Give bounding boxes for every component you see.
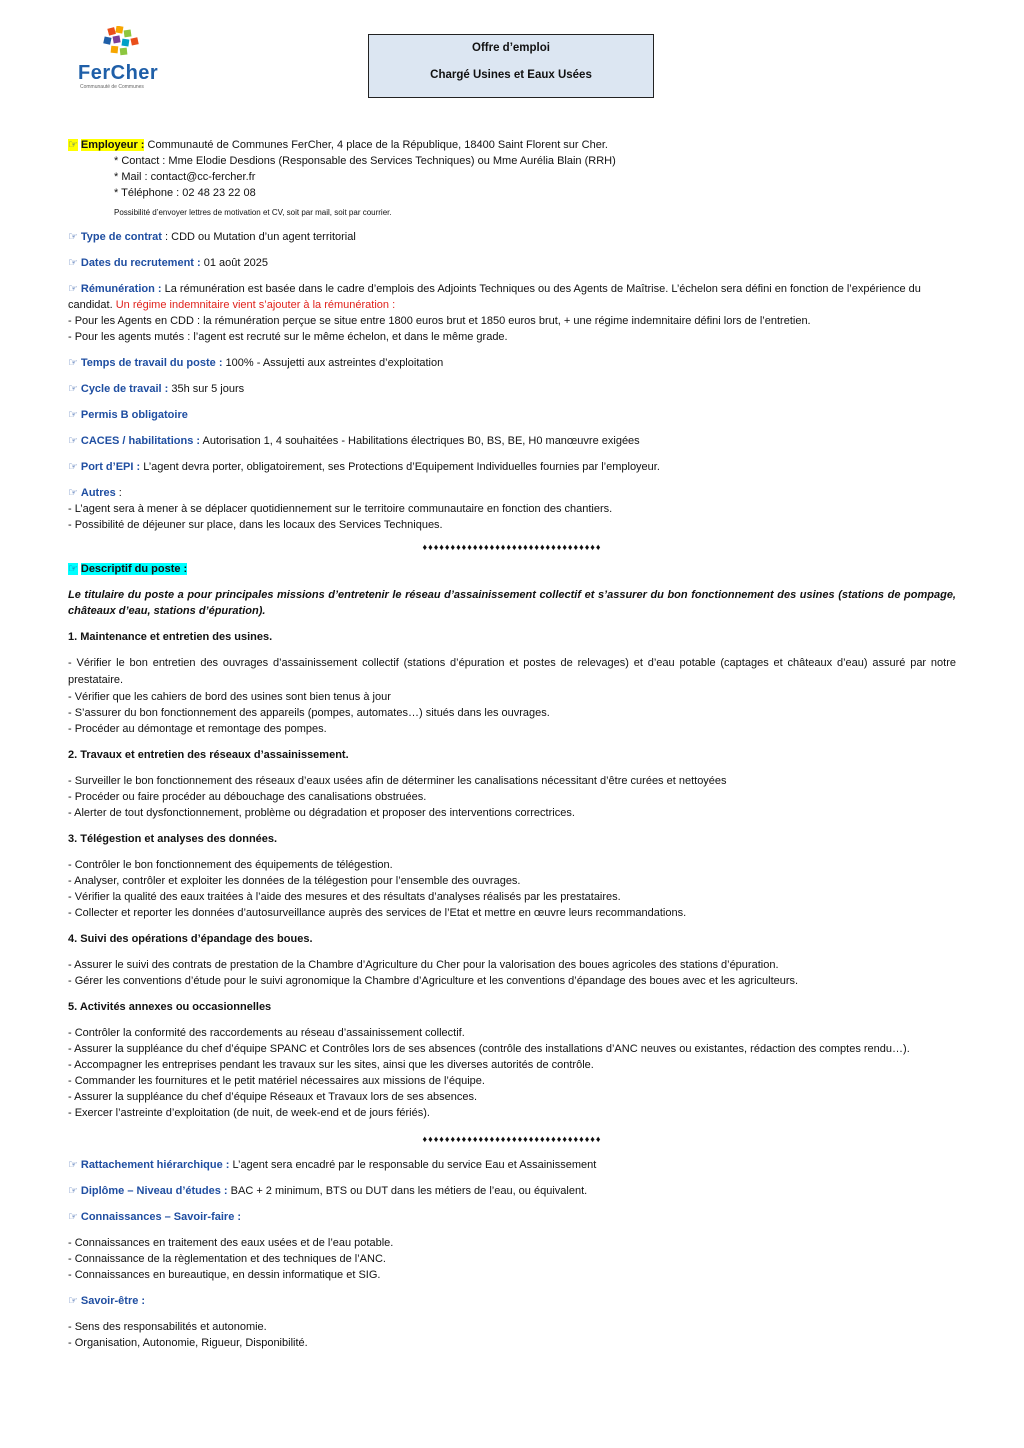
section-heading: 5. Activités annexes ou occasionnelles	[68, 1001, 272, 1013]
diploma-label: Diplôme – Niveau d’études :	[80, 1185, 228, 1197]
employer-line	[68, 137, 956, 153]
list-item: - Exercer l’astreinte d’exploitation (de nuit, de week-end et de jours fériés).	[68, 1107, 430, 1119]
list-item: - Sens des responsabilités et autonomie.	[68, 1321, 267, 1333]
start-date-label: Dates du recrutement :	[80, 257, 201, 269]
list-item: - Connaissance de la règlementation et des techniques de l’ANC.	[68, 1253, 386, 1265]
employer-contact: * Contact : Mme Elodie Desdions (Responsable des Services Techniques) ou Mme Aurélia Blain (RRH)	[114, 155, 616, 167]
hand-pointer-icon: ☞	[68, 383, 78, 395]
fercher-logo	[78, 26, 170, 90]
section-heading: 4. Suivi des opérations d’épandage des boues.	[68, 933, 313, 945]
caces-value: Autorisation 1, 4 souhaitées - Habilitations électriques B0, BS, BE, H0 manœuvre exigées	[202, 435, 640, 447]
hand-pointer-icon: ☞	[68, 563, 78, 575]
list-item: - Contrôler le bon fonctionnement des équipements de télégestion.	[68, 859, 393, 871]
hand-pointer-icon: ☞	[68, 283, 78, 295]
job-description-intro: Le titulaire du poste a pour principales missions d’entretenir le réseau d’assainissement collectif et s’assurer du bon fonctionnement des usines (stations de pompage, châteaux d’eau, stations d’épuration).	[68, 589, 956, 617]
bonus-notice: Un régime indemnitaire vient s’ajouter à la rémunération :	[115, 299, 396, 311]
work-time-line	[68, 355, 956, 371]
hand-pointer-icon: ☞	[68, 257, 78, 269]
list-item: - Vérifier le bon entretien des ouvrages d’assainissement collectif (stations d’épuration et postes de relevages) et d’eau potable (captages et châteaux d’eau) assuré par notre prestataire.	[68, 657, 956, 686]
job-title-box	[368, 34, 654, 98]
caces-label: CACES / habilitations :	[80, 435, 201, 447]
list-item: - L’agent sera à mener à se déplacer quotidiennement sur le territoire communautaire en fonction des chantiers.	[68, 503, 613, 515]
offer-heading: Offre d’emploi	[472, 42, 550, 54]
contract-value: : CDD ou Mutation d’un agent territorial	[165, 231, 356, 243]
hand-pointer-icon: ☞	[68, 409, 78, 421]
employer-mail: * Mail : contact@cc-fercher.fr	[114, 171, 256, 183]
work-cycle-value: 35h sur 5 jours	[171, 383, 245, 395]
list-item: - Organisation, Autonomie, Rigueur, Disponibilité.	[68, 1337, 308, 1349]
hand-pointer-icon: ☞	[68, 487, 78, 499]
list-item: - Connaissances en traitement des eaux usées et de l’eau potable.	[68, 1237, 394, 1249]
job-description-line	[68, 561, 956, 577]
employer-label: Employeur :	[80, 139, 145, 151]
hand-pointer-icon: ☞	[68, 1159, 78, 1171]
list-item: - Connaissances en bureautique, en dessin informatique et SIG.	[68, 1269, 381, 1281]
salary-line-2: candidat. Un régime indemnitaire vient s’ajouter à la rémunération :	[68, 299, 396, 311]
hand-pointer-icon: ☞	[68, 139, 78, 151]
section-heading: 3. Télégestion et analyses des données.	[68, 833, 278, 845]
list-item: - Vérifier que les cahiers de bord des usines sont bien tenus à jour	[68, 691, 391, 703]
contract-line	[68, 229, 956, 245]
hand-pointer-icon: ☞	[68, 461, 78, 473]
hand-pointer-icon: ☞	[68, 231, 78, 243]
application-note: Possibilité d’envoyer lettres de motivation et CV, soit par mail, soit par courrier.	[114, 208, 392, 217]
list-item: - Procéder ou faire procéder au débouchage des canalisations obstruées.	[68, 791, 427, 803]
hierarchy-value: L’agent sera encadré par le responsable du service Eau et Assainissement	[232, 1159, 597, 1171]
start-date-value: 01 août 2025	[203, 257, 268, 269]
hand-pointer-icon: ☞	[68, 1211, 78, 1223]
knowledge-line	[68, 1209, 956, 1225]
epi-value: L’agent devra porter, obligatoirement, ses Protections d’Equipement Individuelles fournies par l’employeur.	[143, 461, 660, 473]
license-label: Permis B obligatoire	[80, 409, 188, 421]
salary-text: La rémunération est basée dans le cadre d’emplois des Adjoints Techniques ou des Agents de Maîtrise. L’échelon sera défini en fonction de l’expérience du	[164, 283, 921, 295]
license-line	[68, 407, 956, 423]
others-line: ☞ Autres :	[68, 487, 122, 499]
list-item: - Analyser, contrôler et exploiter les données de la télégestion pour l’ensemble des ouvrages.	[68, 875, 521, 887]
diploma-value: BAC + 2 minimum, BTS ou DUT dans les métiers de l’eau, ou équivalent.	[230, 1185, 588, 1197]
epi-label: Port d’EPI :	[80, 461, 141, 473]
work-time-label: Temps de travail du poste :	[80, 357, 223, 369]
employer-value: Communauté de Communes FerCher, 4 place de la République, 18400 Saint Florent sur Cher.	[147, 139, 608, 151]
caces-line	[68, 433, 956, 449]
list-item: - Surveiller le bon fonctionnement des réseaux d’eaux usées afin de déterminer les canalisations nécessitant d’être curées et nettoyées	[68, 775, 727, 787]
salary-line	[68, 281, 956, 297]
hand-pointer-icon: ☞	[68, 435, 78, 447]
soft-skills-line	[68, 1293, 956, 1309]
hand-pointer-icon: ☞	[68, 1185, 78, 1197]
list-item: - S’assurer du bon fonctionnement des appareils (pompes, automates…) situés dans les ouvrages.	[68, 707, 550, 719]
list-item: - Possibilité de déjeuner sur place, dans les locaux des Services Techniques.	[68, 519, 443, 531]
list-item: - Assurer la suppléance du chef d’équipe SPANC et Contrôles lors de ses absences (contrôle des installations d’ANC neuves ou existantes, rédaction des comptes rendu…).	[68, 1043, 910, 1055]
section-separator: ♦♦♦♦♦♦♦♦♦♦♦♦♦♦♦♦♦♦♦♦♦♦♦♦♦♦♦♦♦♦♦♦	[422, 542, 602, 552]
employer-phone: * Téléphone : 02 48 23 22 08	[114, 187, 256, 199]
list-item: - Commander les fournitures et le petit matériel nécessaires aux missions de l’équipe.	[68, 1075, 485, 1087]
list-item: - Assurer la suppléance du chef d’équipe Réseaux et Travaux lors de ses absences.	[68, 1091, 478, 1103]
hand-pointer-icon: ☞	[68, 357, 78, 369]
section-heading: 2. Travaux et entretien des réseaux d’assainissement.	[68, 749, 349, 761]
knowledge-label: Connaissances – Savoir-faire :	[80, 1211, 242, 1223]
list-item: - Contrôler la conformité des raccordements au réseau d’assainissement collectif.	[68, 1027, 465, 1039]
salary-label: Rémunération :	[80, 283, 162, 295]
job-title: Chargé Usines et Eaux Usées	[430, 69, 592, 81]
epi-line	[68, 459, 956, 475]
contract-label: Type de contrat	[80, 231, 162, 243]
section-heading: 1. Maintenance et entretien des usines.	[68, 631, 273, 643]
job-description-label: Descriptif du poste :	[80, 563, 188, 575]
list-item: - Accompagner les entreprises pendant les travaux sur les sites, ainsi que les diverses autorités de contrôle.	[68, 1059, 594, 1071]
section-separator: ♦♦♦♦♦♦♦♦♦♦♦♦♦♦♦♦♦♦♦♦♦♦♦♦♦♦♦♦♦♦♦♦	[422, 1134, 602, 1144]
logo-mosaic-icon	[102, 26, 142, 60]
soft-skills-label: Savoir-être :	[80, 1295, 146, 1307]
list-item: - Procéder au démontage et remontage des pompes.	[68, 723, 327, 735]
list-item: - Gérer les conventions d’étude pour le suivi agronomique la Chambre d’Agriculture et les conventions d’épandage des boues avec et les agriculteurs.	[68, 975, 799, 987]
salary-mutes: - Pour les agents mutés : l’agent est recruté sur le même échelon, et dans le même grade.	[68, 331, 508, 343]
hand-pointer-icon: ☞	[68, 1295, 78, 1307]
hierarchy-line	[68, 1157, 956, 1173]
list-item: - Collecter et reporter les données d’autosurveillance auprès des services de l’Etat et mettre en œuvre leurs recommandations.	[68, 907, 687, 919]
hierarchy-label: Rattachement hiérarchique :	[80, 1159, 230, 1171]
diploma-line	[68, 1183, 956, 1199]
list-item: - Assurer le suivi des contrats de prestation de la Chambre d’Agriculture du Cher pour la valorisation des boues agricoles des stations d’épuration.	[68, 959, 779, 971]
others-label: Autres	[80, 487, 116, 499]
list-item: - Alerter de tout dysfonctionnement, problème ou dégradation et proposer des interventions correctrices.	[68, 807, 575, 819]
salary-cdd: - Pour les Agents en CDD : la rémunération perçue se situe entre 1800 euros brut et 1850 euros brut, + une régime indemnitaire défini lors de l’entretien.	[68, 315, 811, 327]
logo-subtitle: Communauté de Communes	[80, 84, 144, 90]
list-item: - Vérifier la qualité des eaux traitées à l’aide des mesures et des résultats d’analyses réalisés par les prestataires.	[68, 891, 621, 903]
job-offer-body	[68, 137, 956, 1351]
logo-wordmark: FerCher	[78, 62, 159, 84]
work-cycle-line	[68, 381, 956, 397]
work-cycle-label: Cycle de travail :	[80, 383, 169, 395]
start-date-line	[68, 255, 956, 271]
work-time-value: 100% - Assujetti aux astreintes d’exploitation	[225, 357, 444, 369]
